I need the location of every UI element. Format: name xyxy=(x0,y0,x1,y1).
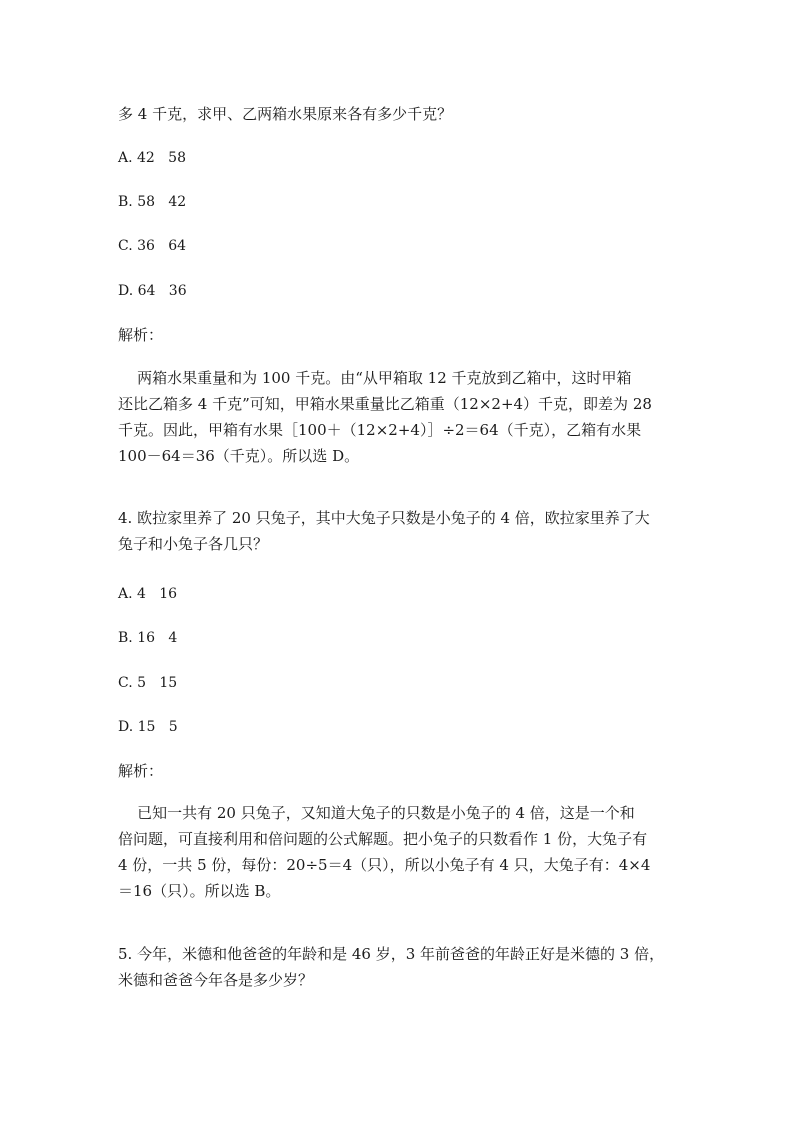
question-3-analysis-label: 解析： xyxy=(118,326,164,344)
analysis-line: 两箱水果重量和为 100 千克。由“从甲箱取 12 千克放到乙箱中，这时甲箱 xyxy=(118,369,632,387)
analysis-line: 4 份，一共 5 份，每份：20÷5＝4（只），所以小兔子有 4 只，大兔子有：4×4 xyxy=(118,856,651,874)
question-3-option-b: B. 58 42 xyxy=(118,194,187,210)
question-5-stem xyxy=(118,941,678,993)
question-4-option-b: B. 16 4 xyxy=(118,630,178,646)
analysis-line: 千克。因此，甲箱有水果［100＋（12×2+4）］÷2＝64（千克），乙箱有水果 xyxy=(118,421,642,439)
question-4-option-a: A. 4 16 xyxy=(118,586,178,602)
question-4-option-c: C. 5 15 xyxy=(118,675,178,691)
question-4-stem xyxy=(118,505,678,557)
question-3-option-d: D. 64 36 xyxy=(118,283,187,299)
question-3-option-c: C. 36 64 xyxy=(118,238,187,254)
analysis-line: 已知一共有 20 只兔子，又知道大兔子的只数是小兔子的 4 倍，这是一个和 xyxy=(118,804,635,822)
analysis-line: 100－64＝36（千克）。所以选 D。 xyxy=(118,447,360,465)
question-3-analysis xyxy=(118,365,678,469)
question-4-analysis xyxy=(118,800,678,904)
stem-line: 兔子和小兔子各几只？ xyxy=(118,535,269,553)
analysis-line: ＝16（只）。所以选 B。 xyxy=(118,882,281,900)
question-3-stem-tail: 多 4 千克，求甲、乙两箱水果原来各有多少千克？ xyxy=(118,105,453,123)
analysis-line: 倍问题，可直接利用和倍问题的公式解题。把小兔子的只数看作 1 份，大兔子有 xyxy=(118,830,648,848)
question-3-option-a: A. 42 58 xyxy=(118,150,186,166)
stem-line: 5. 今年，米德和他爸爸的年龄和是 46 岁，3 年前爸爸的年龄正好是米德的 3 倍， xyxy=(118,945,665,963)
stem-line: 4. 欧拉家里养了 20 只兔子，其中大兔子只数是小兔子的 4 倍，欧拉家里养了大 xyxy=(118,509,650,527)
question-4-option-d: D. 15 5 xyxy=(118,719,178,735)
question-4-analysis-label: 解析： xyxy=(118,762,164,780)
stem-line: 米德和爸爸今年各是多少岁？ xyxy=(118,971,314,989)
analysis-line: 还比乙箱多 4 千克”可知，甲箱水果重量比乙箱重（12×2+4）千克，即差为 28 xyxy=(118,395,652,413)
